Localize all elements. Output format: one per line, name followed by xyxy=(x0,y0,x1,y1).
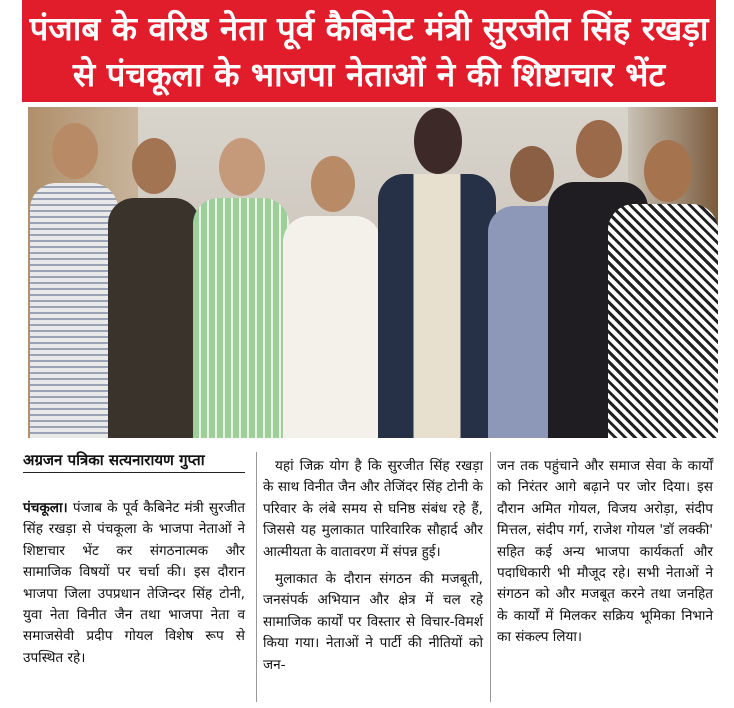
headline-line-1: पंजाब के वरिष्ठ नेता पूर्व कैबिनेट मंत्री सुरजीत सिंह रखड़ा xyxy=(29,9,709,48)
column-1-paragraph xyxy=(23,498,245,669)
article-column-1 xyxy=(23,498,245,669)
photo-person-3 xyxy=(193,138,289,438)
article-column-2 xyxy=(263,456,483,676)
dateline: पंचकूला। xyxy=(23,500,68,516)
photo-person-4 xyxy=(283,156,381,438)
column-2-paragraph-2: मुलाकात के दौरान संगठन की मजबूती, जनसंपर्क अभियान और क्षेत्र में चल रहे सामाजिक कार्यों पर विस्तार से विचार-विमर्श किया गया। नेताओं ने पार्टी की नीतियों को जन- xyxy=(263,571,483,673)
byline-rule xyxy=(23,472,245,473)
article-column-3 xyxy=(497,456,713,649)
photo-person-8 xyxy=(608,140,718,438)
group-photo xyxy=(28,107,718,438)
photo-person-5 xyxy=(378,108,496,438)
column-rule-2 xyxy=(490,452,491,702)
column-1-text: पंजाब के पूर्व कैबिनेट मंत्री सुरजीत सिंह रखड़ा से पंचकूला के भाजपा नेताओं ने शिष्टाचार भेंट कर संगठनात्मक और सामाजिक विषयों पर चर्चा की। इस दौरान भाजपा जिला उपप्रधान तेजिन्दर सिंह टोनी, युवा नेता विनीत जैन तथा भाजपा नेता व समाजसेवी प्रदीप गोयल विशेष रूप से उपस्थित रहे। xyxy=(23,500,245,666)
photo-person-1 xyxy=(30,123,118,438)
photo-person-2 xyxy=(108,138,200,438)
headline-line-2: से पंचकूला के भाजपा नेताओं ने की शिष्टाचार भेंट xyxy=(72,55,666,94)
column-rule-1 xyxy=(256,452,257,702)
headline-banner xyxy=(22,0,716,102)
column-2-paragraph-1: यहां जिक्र योग है कि सुरजीत सिंह रखड़ा के साथ विनीत जैन और तेजिंदर सिंह टोनी के परिवार के लंबे समय से घनिष्ठ संबंध रहे हैं, जिससे यह मुलाकात पारिवारिक सौहार्द और आत्मीयता के वातावरण में संपन्न हुई। xyxy=(263,458,483,560)
column-3-paragraph: जन तक पहुंचाने और समाज सेवा के कार्यों को निरंतर आगे बढ़ाने पर जोर दिया। इस दौरान अमित गोयल, विजय अरोड़ा, संदीप मित्तल, संदीप गर्ग, राजेश गोयल 'डॉ लक्की' सहित कई अन्य भाजपा कार्यकर्ता और पदाधिकारी भी मौजूद रहे। सभी नेताओं ने संगठन को और मजबूत करने तथा जनहित के कार्यों में मिलकर सक्रिय भूमिका निभाने का संकल्प लिया। xyxy=(497,458,713,646)
byline: अग्रजन पत्रिका सत्यनारायण गुप्ता xyxy=(23,451,205,469)
